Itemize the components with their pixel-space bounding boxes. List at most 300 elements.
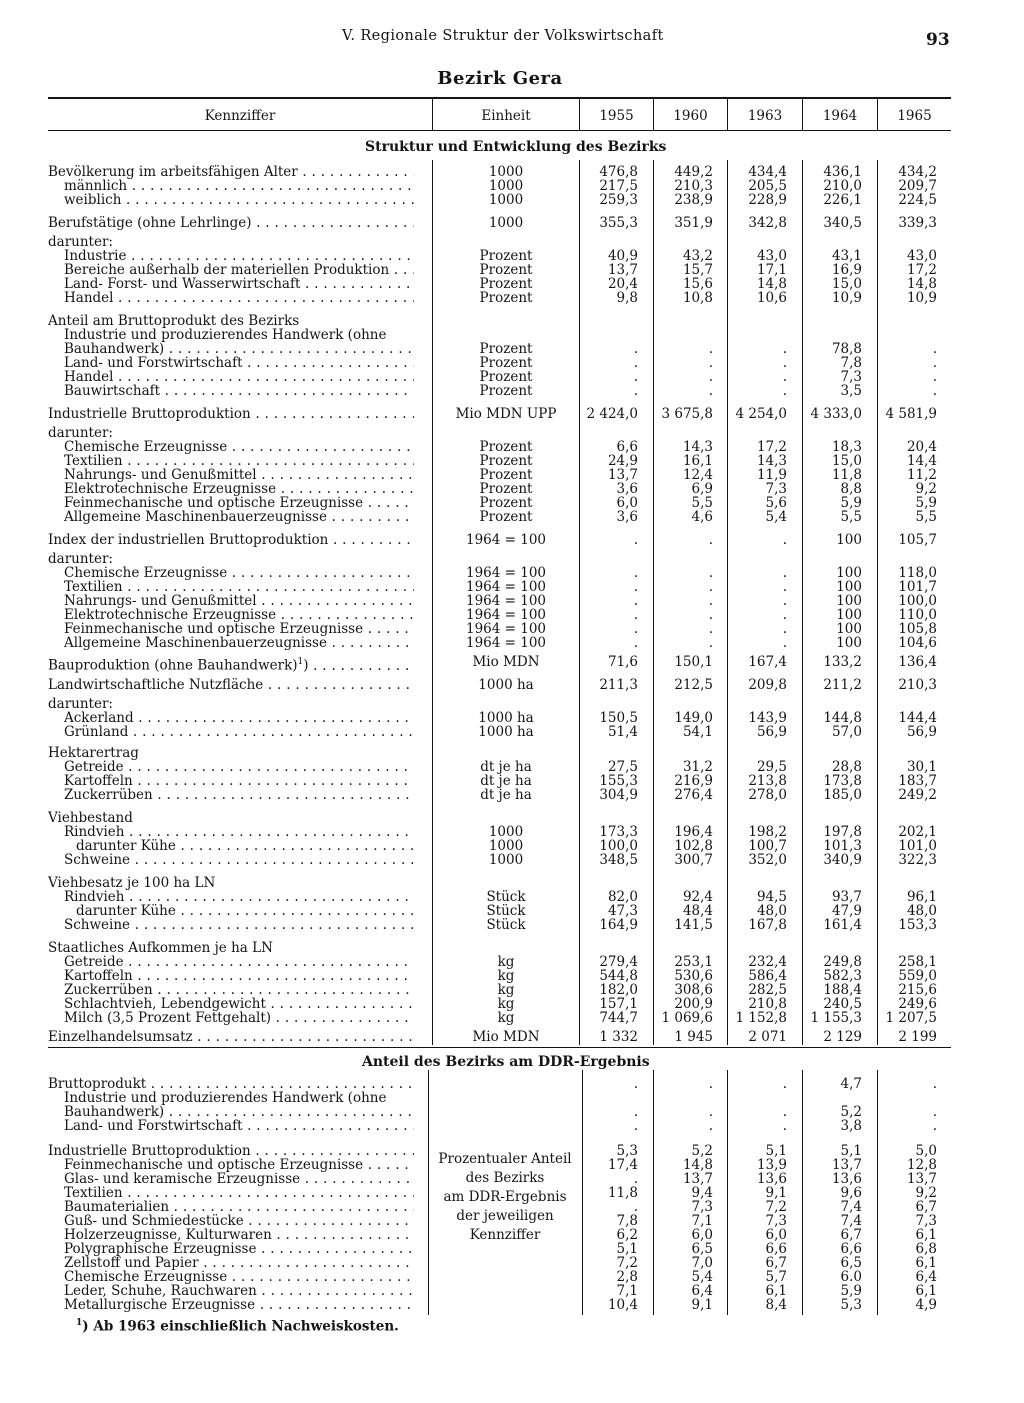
cell-1963: 10,6 bbox=[756, 290, 787, 306]
row-unit: kg bbox=[497, 982, 515, 998]
row-label-text: Industrielle Bruttoproduktion bbox=[48, 407, 251, 421]
row-label bbox=[64, 1214, 414, 1228]
row-label-text: Holzerzeugnisse, Kulturwaren bbox=[64, 1228, 272, 1242]
percent-note-line: Prozentualer Anteil bbox=[438, 1151, 572, 1167]
cell-1960: 9,1 bbox=[691, 1297, 713, 1313]
cell-1955: 2,8 bbox=[616, 1269, 638, 1285]
row-label bbox=[48, 235, 414, 249]
row-label-text: Allgemeine Maschinenbauerzeugnisse bbox=[64, 636, 327, 650]
cell-1964: 240,5 bbox=[823, 996, 862, 1012]
cell-1955: . bbox=[633, 1104, 638, 1120]
cell-1964: 6,6 bbox=[840, 1241, 862, 1257]
row-label-text: Allgemeine Maschinenbauerzeugnisse bbox=[64, 510, 327, 524]
table-row bbox=[0, 440, 1024, 454]
cell-1963: 43,0 bbox=[756, 248, 787, 264]
cell-1963: 94,5 bbox=[756, 889, 787, 905]
cell-1955: 744,7 bbox=[599, 1010, 638, 1026]
cell-1963: 100,7 bbox=[748, 838, 787, 854]
cell-1955: 82,0 bbox=[607, 889, 638, 905]
cell-1960: 216,9 bbox=[674, 773, 713, 789]
cell-1964: 1 155,3 bbox=[810, 1010, 862, 1026]
cell-1955: 155,3 bbox=[599, 773, 638, 789]
cell-1964: 340,9 bbox=[823, 852, 862, 868]
cell-1964: 10,9 bbox=[831, 290, 862, 306]
row-label-text: Handel bbox=[64, 291, 114, 305]
cell-1963: 5,4 bbox=[765, 509, 787, 525]
row-unit: 1964 = 100 bbox=[465, 607, 547, 623]
cell-1963: 278,0 bbox=[748, 787, 787, 803]
cell-1964: 582,3 bbox=[823, 968, 862, 984]
table-row bbox=[0, 825, 1024, 839]
row-label bbox=[48, 1030, 414, 1044]
row-label bbox=[48, 746, 414, 760]
cell-1964: 133,2 bbox=[823, 654, 862, 670]
cell-1960: 1 069,6 bbox=[661, 1010, 713, 1026]
row-label-text: Textilien bbox=[64, 1186, 123, 1200]
cell-1955: . bbox=[633, 532, 638, 548]
table-row bbox=[0, 654, 1024, 673]
cell-1965: 249,6 bbox=[898, 996, 937, 1012]
cell-1960: 4,6 bbox=[691, 509, 713, 525]
cell-1963: 352,0 bbox=[748, 852, 787, 868]
header-year: 1965 bbox=[897, 108, 932, 124]
row-label bbox=[48, 533, 414, 547]
cell-1963: 167,8 bbox=[748, 917, 787, 933]
cell-1963: 29,5 bbox=[756, 759, 787, 775]
cell-1965: . bbox=[932, 1104, 937, 1120]
cell-1965: . bbox=[932, 369, 937, 385]
cell-1960: 102,8 bbox=[674, 838, 713, 854]
cell-1964: 211,2 bbox=[823, 677, 862, 693]
cell-1955: . bbox=[633, 579, 638, 595]
cell-1955: 13,7 bbox=[607, 467, 638, 483]
row-label-text: darunter: bbox=[48, 552, 113, 566]
row-unit: dt je ha bbox=[480, 773, 532, 789]
table-row bbox=[0, 876, 1024, 890]
row-unit: 1964 = 100 bbox=[465, 593, 547, 609]
row-label bbox=[64, 890, 414, 904]
cell-1955: 47,3 bbox=[607, 903, 638, 919]
cell-1963: 13,6 bbox=[756, 1171, 787, 1187]
row-label-text: Nahrungs- und Genußmittel bbox=[64, 594, 257, 608]
cell-1960: . bbox=[708, 1118, 713, 1134]
table-row bbox=[0, 533, 1024, 547]
cell-1963: 210,8 bbox=[748, 996, 787, 1012]
cell-1965: 322,3 bbox=[898, 852, 937, 868]
row-label bbox=[64, 496, 414, 510]
percent-note-line: Kennziffer bbox=[469, 1227, 541, 1243]
cell-1965: 2 199 bbox=[898, 1029, 937, 1045]
row-label bbox=[64, 1270, 414, 1284]
cell-1963: 11,9 bbox=[756, 467, 787, 483]
table-row bbox=[0, 636, 1024, 650]
row-label bbox=[64, 1228, 414, 1242]
row-label-text: Zuckerrüben bbox=[64, 788, 153, 802]
cell-1955: 6,2 bbox=[616, 1227, 638, 1243]
row-label bbox=[64, 1298, 414, 1312]
cell-1964: 5,9 bbox=[840, 1283, 862, 1299]
cell-1960: . bbox=[708, 355, 713, 371]
row-label bbox=[48, 426, 414, 440]
cell-1960: 300,7 bbox=[674, 852, 713, 868]
row-label-text: Bruttoprodukt bbox=[48, 1077, 147, 1091]
cell-1955: 2 424,0 bbox=[586, 406, 638, 422]
cell-1965: 210,3 bbox=[898, 677, 937, 693]
cell-1960: 150,1 bbox=[674, 654, 713, 670]
cell-1955: 27,5 bbox=[607, 759, 638, 775]
row-label-text: darunter: bbox=[48, 426, 113, 440]
table-row bbox=[0, 314, 1024, 328]
section-separator-rule bbox=[48, 1047, 951, 1048]
cell-1963: 13,9 bbox=[756, 1157, 787, 1173]
row-unit: 1964 = 100 bbox=[465, 635, 547, 651]
row-label bbox=[64, 1186, 414, 1200]
table-row bbox=[0, 1091, 1024, 1105]
cell-1960: 15,6 bbox=[682, 276, 713, 292]
cell-1964: 7,4 bbox=[840, 1199, 862, 1215]
cell-1963: 14,8 bbox=[756, 276, 787, 292]
row-label bbox=[48, 1144, 414, 1158]
cell-1964: 18,3 bbox=[831, 439, 862, 455]
row-label bbox=[76, 839, 414, 853]
row-unit: 1964 = 100 bbox=[465, 621, 547, 637]
cell-1963: 4 254,0 bbox=[735, 406, 787, 422]
row-label-text: Zellstoff und Papier bbox=[64, 1256, 199, 1270]
row-label-text: Industrie und produzierendes Handwerk (ohne bbox=[64, 1091, 387, 1105]
cell-1963: 14,3 bbox=[756, 453, 787, 469]
cell-1963: . bbox=[782, 532, 787, 548]
row-unit: Mio MDN bbox=[472, 1029, 540, 1045]
cell-1955: . bbox=[633, 369, 638, 385]
cell-1964: 7,4 bbox=[840, 1213, 862, 1229]
cell-1965: 183,7 bbox=[898, 773, 937, 789]
table-row bbox=[0, 580, 1024, 594]
cell-1964: 15,0 bbox=[831, 276, 862, 292]
cell-1955: 51,4 bbox=[607, 724, 638, 740]
running-head: V. Regionale Struktur der Volkswirtschaft bbox=[342, 28, 664, 44]
cell-1960: . bbox=[708, 341, 713, 357]
cell-1963: 167,4 bbox=[748, 654, 787, 670]
cell-1965: 249,2 bbox=[898, 787, 937, 803]
row-label bbox=[64, 1011, 414, 1025]
cell-1963: . bbox=[782, 1076, 787, 1092]
row-unit: kg bbox=[497, 968, 515, 984]
row-unit: Stück bbox=[486, 917, 526, 933]
cell-1963: 8,4 bbox=[765, 1297, 787, 1313]
table-row bbox=[0, 1119, 1024, 1133]
cell-1960: 1 945 bbox=[674, 1029, 713, 1045]
cell-1965: 215,6 bbox=[898, 982, 937, 998]
cell-1955: 5,3 bbox=[616, 1143, 638, 1159]
cell-1963: 7,3 bbox=[765, 481, 787, 497]
cell-1965: 13,7 bbox=[906, 1171, 937, 1187]
row-unit: 1000 bbox=[488, 215, 524, 231]
table-row bbox=[0, 839, 1024, 853]
cell-1955: 13,7 bbox=[607, 262, 638, 278]
cell-1960: 141,5 bbox=[674, 917, 713, 933]
cell-1963: 1 152,8 bbox=[735, 1010, 787, 1026]
cell-1955: 11,8 bbox=[607, 1185, 638, 1201]
cell-1965: 17,2 bbox=[906, 262, 937, 278]
cell-1964: 6,7 bbox=[840, 1227, 862, 1243]
cell-1955: 173,3 bbox=[599, 824, 638, 840]
cell-1964: 100 bbox=[836, 593, 862, 609]
cell-1960: 10,8 bbox=[682, 290, 713, 306]
cell-1963: . bbox=[782, 565, 787, 581]
cell-1960: 6,9 bbox=[691, 481, 713, 497]
cell-1955: . bbox=[633, 1171, 638, 1187]
cell-1964: 7,3 bbox=[840, 369, 862, 385]
row-unit: 1000 bbox=[488, 838, 524, 854]
cell-1964: 100 bbox=[836, 621, 862, 637]
table-row bbox=[0, 760, 1024, 774]
cell-1960: 196,4 bbox=[674, 824, 713, 840]
cell-1965: . bbox=[932, 1118, 937, 1134]
table-row bbox=[0, 510, 1024, 524]
table-row bbox=[0, 235, 1024, 249]
row-label bbox=[48, 165, 414, 179]
cell-1960: 6,5 bbox=[691, 1241, 713, 1257]
row-label bbox=[64, 622, 414, 636]
table-row bbox=[0, 328, 1024, 342]
cell-1960: 16,1 bbox=[682, 453, 713, 469]
row-label bbox=[64, 1158, 414, 1172]
cell-1965: 4 581,9 bbox=[885, 406, 937, 422]
cell-1963: . bbox=[782, 635, 787, 651]
cell-1960: 7,3 bbox=[691, 1199, 713, 1215]
cell-1965: 6,1 bbox=[915, 1227, 937, 1243]
row-label bbox=[76, 904, 414, 918]
cell-1960: 5,5 bbox=[691, 495, 713, 511]
row-label bbox=[64, 510, 414, 524]
cell-1965: . bbox=[932, 1076, 937, 1092]
table-row bbox=[0, 711, 1024, 725]
cell-1960: 276,4 bbox=[674, 787, 713, 803]
cell-1965: 6,1 bbox=[915, 1255, 937, 1271]
row-label-text: Schweine bbox=[64, 853, 131, 867]
footnote-reference: 1 bbox=[297, 657, 304, 667]
cell-1964: 100 bbox=[836, 565, 862, 581]
cell-1960: 92,4 bbox=[682, 889, 713, 905]
cell-1963: 205,5 bbox=[748, 178, 787, 194]
cell-1963: 198,2 bbox=[748, 824, 787, 840]
row-label-text: Chemische Erzeugnisse bbox=[64, 566, 228, 580]
row-unit: Prozent bbox=[479, 262, 533, 278]
cell-1960: 308,6 bbox=[674, 982, 713, 998]
cell-1963: 6,7 bbox=[765, 1255, 787, 1271]
table-row bbox=[0, 1284, 1024, 1298]
row-unit: Prozent bbox=[479, 355, 533, 371]
row-label bbox=[48, 552, 414, 566]
cell-1965: 258,1 bbox=[898, 954, 937, 970]
cell-1955: . bbox=[633, 621, 638, 637]
row-label-text: darunter Kühe bbox=[76, 839, 176, 853]
row-unit: Prozent bbox=[479, 290, 533, 306]
row-label-text: darunter Kühe bbox=[76, 904, 176, 918]
row-label bbox=[64, 370, 414, 384]
cell-1965: 9,2 bbox=[915, 481, 937, 497]
cell-1960: 14,3 bbox=[682, 439, 713, 455]
row-label bbox=[64, 249, 414, 263]
cell-1963: 5,1 bbox=[765, 1143, 787, 1159]
row-label-text: Baumaterialien bbox=[64, 1200, 170, 1214]
cell-1964: 6.0 bbox=[840, 1269, 862, 1285]
table-row bbox=[0, 622, 1024, 636]
cell-1964: 100 bbox=[836, 635, 862, 651]
table-row bbox=[0, 356, 1024, 370]
cell-1960: 13,7 bbox=[682, 1171, 713, 1187]
row-unit: kg bbox=[497, 996, 515, 1012]
row-label bbox=[64, 342, 414, 356]
cell-1964: 16,9 bbox=[831, 262, 862, 278]
table-row bbox=[0, 904, 1024, 918]
cell-1963: 17,2 bbox=[756, 439, 787, 455]
cell-1965: 105,7 bbox=[898, 532, 937, 548]
row-label-text: Ackerland bbox=[64, 711, 134, 725]
footnote-text: ) Ab 1963 einschließlich Nachweiskosten. bbox=[82, 1318, 399, 1335]
row-label bbox=[48, 216, 414, 230]
row-label bbox=[64, 263, 414, 277]
row-unit: dt je ha bbox=[480, 787, 532, 803]
cell-1963: . bbox=[782, 383, 787, 399]
row-unit: Mio MDN bbox=[472, 654, 540, 670]
row-label bbox=[64, 277, 414, 291]
row-unit: Prozent bbox=[479, 453, 533, 469]
cell-1964: 7,8 bbox=[840, 355, 862, 371]
percent-note-line: der jeweiligen bbox=[456, 1208, 554, 1224]
table-row bbox=[0, 277, 1024, 291]
cell-1963: 213,8 bbox=[748, 773, 787, 789]
cell-1960: 5,2 bbox=[691, 1143, 713, 1159]
table-row bbox=[0, 552, 1024, 566]
header-year: 1960 bbox=[673, 108, 708, 124]
cell-1955: 1 332 bbox=[599, 1029, 638, 1045]
cell-1955: 279,4 bbox=[599, 954, 638, 970]
row-label bbox=[64, 725, 414, 739]
row-label bbox=[64, 955, 414, 969]
cell-1960: . bbox=[708, 1076, 713, 1092]
row-unit: Prozent bbox=[479, 383, 533, 399]
cell-1960: 530,6 bbox=[674, 968, 713, 984]
table-row bbox=[0, 566, 1024, 580]
cell-1960: . bbox=[708, 635, 713, 651]
row-label-text: Milch (3,5 Prozent Fettgehalt) bbox=[64, 1011, 272, 1025]
cell-1955: 6,0 bbox=[616, 495, 638, 511]
row-unit: 1000 bbox=[488, 178, 524, 194]
cell-1965: 14,4 bbox=[906, 453, 937, 469]
cell-1965: 5,5 bbox=[915, 509, 937, 525]
row-unit: Stück bbox=[486, 903, 526, 919]
cell-1964: 5,9 bbox=[840, 495, 862, 511]
table-row bbox=[0, 983, 1024, 997]
cell-1965: 144,4 bbox=[898, 710, 937, 726]
row-label bbox=[64, 788, 414, 802]
row-label bbox=[64, 328, 414, 342]
table-row bbox=[0, 969, 1024, 983]
cell-1960: 12,4 bbox=[682, 467, 713, 483]
cell-1963: . bbox=[782, 607, 787, 623]
cell-1963: . bbox=[782, 579, 787, 595]
cell-1964: 6,5 bbox=[840, 1255, 862, 1271]
cell-1964: 100 bbox=[836, 607, 862, 623]
row-label bbox=[64, 711, 414, 725]
cell-1960: 253,1 bbox=[674, 954, 713, 970]
cell-1964: 436,1 bbox=[823, 164, 862, 180]
row-label bbox=[48, 314, 414, 328]
cell-1960: . bbox=[708, 383, 713, 399]
row-label-text: Anteil am Bruttoprodukt des Bezirks bbox=[48, 314, 300, 328]
cell-1955: 211,3 bbox=[599, 677, 638, 693]
cell-1963: 586,4 bbox=[748, 968, 787, 984]
cell-1963: 5,6 bbox=[765, 495, 787, 511]
cell-1965: 209,7 bbox=[898, 178, 937, 194]
cell-1965: 136,4 bbox=[898, 654, 937, 670]
row-label-text: Metallurgische Erzeugnisse bbox=[64, 1298, 256, 1312]
row-label-text: Rindvieh bbox=[64, 890, 125, 904]
cell-1965: 434,2 bbox=[898, 164, 937, 180]
table-row bbox=[0, 482, 1024, 496]
cell-1964: 101,3 bbox=[823, 838, 862, 854]
row-label-text: Glas- und keramische Erzeugnisse bbox=[64, 1172, 301, 1186]
row-label-text: darunter: bbox=[48, 235, 113, 249]
cell-1960: . bbox=[708, 532, 713, 548]
row-label-text: Landwirtschaftliche Nutzfläche bbox=[48, 678, 264, 692]
table-row bbox=[0, 249, 1024, 263]
row-label-text: Elektrotechnische Erzeugnisse bbox=[64, 608, 277, 622]
row-label-text: Feinmechanische und optische Erzeugnisse bbox=[64, 496, 364, 510]
cell-1963: . bbox=[782, 341, 787, 357]
row-label bbox=[64, 774, 414, 788]
cell-1960: . bbox=[708, 1104, 713, 1120]
cell-1960: 351,9 bbox=[674, 215, 713, 231]
cell-1963: 6,0 bbox=[765, 1227, 787, 1243]
cell-1965: 6,7 bbox=[915, 1199, 937, 1215]
row-label-text: Staatliches Aufkommen je ha LN bbox=[48, 941, 273, 955]
row-label bbox=[64, 482, 414, 496]
table-row bbox=[0, 468, 1024, 482]
cell-1964: 161,4 bbox=[823, 917, 862, 933]
cell-1955: 164,9 bbox=[599, 917, 638, 933]
table-row bbox=[0, 941, 1024, 955]
cell-1960: . bbox=[708, 579, 713, 595]
cell-1965: 110,0 bbox=[898, 607, 937, 623]
cell-1963: 2 071 bbox=[748, 1029, 787, 1045]
row-label bbox=[64, 594, 414, 608]
row-label bbox=[64, 1284, 414, 1298]
section-title: Struktur und Entwicklung des Bezirks bbox=[365, 139, 667, 155]
cell-1965: 5,0 bbox=[915, 1143, 937, 1159]
cell-1965: 559,0 bbox=[898, 968, 937, 984]
header-bottom-rule bbox=[48, 130, 951, 131]
cell-1955: . bbox=[633, 607, 638, 623]
cell-1964: 5,5 bbox=[840, 509, 862, 525]
cell-1960: . bbox=[708, 607, 713, 623]
row-label-text: Industrie bbox=[64, 249, 127, 263]
cell-1964: 9,6 bbox=[840, 1185, 862, 1201]
row-label bbox=[64, 580, 414, 594]
table-row bbox=[0, 496, 1024, 510]
table-row bbox=[0, 193, 1024, 207]
row-label-text: Land- Forst- und Wasserwirtschaft bbox=[64, 277, 301, 291]
cell-1964: 100 bbox=[836, 532, 862, 548]
cell-1964: 28,8 bbox=[831, 759, 862, 775]
header-year: 1955 bbox=[599, 108, 634, 124]
cell-1964: 340,5 bbox=[823, 215, 862, 231]
cell-1963: 9,1 bbox=[765, 1185, 787, 1201]
row-label-text: Berufstätige (ohne Lehrlinge) bbox=[48, 216, 252, 230]
row-label-text: Nahrungs- und Genußmittel bbox=[64, 468, 257, 482]
table-row bbox=[0, 955, 1024, 969]
